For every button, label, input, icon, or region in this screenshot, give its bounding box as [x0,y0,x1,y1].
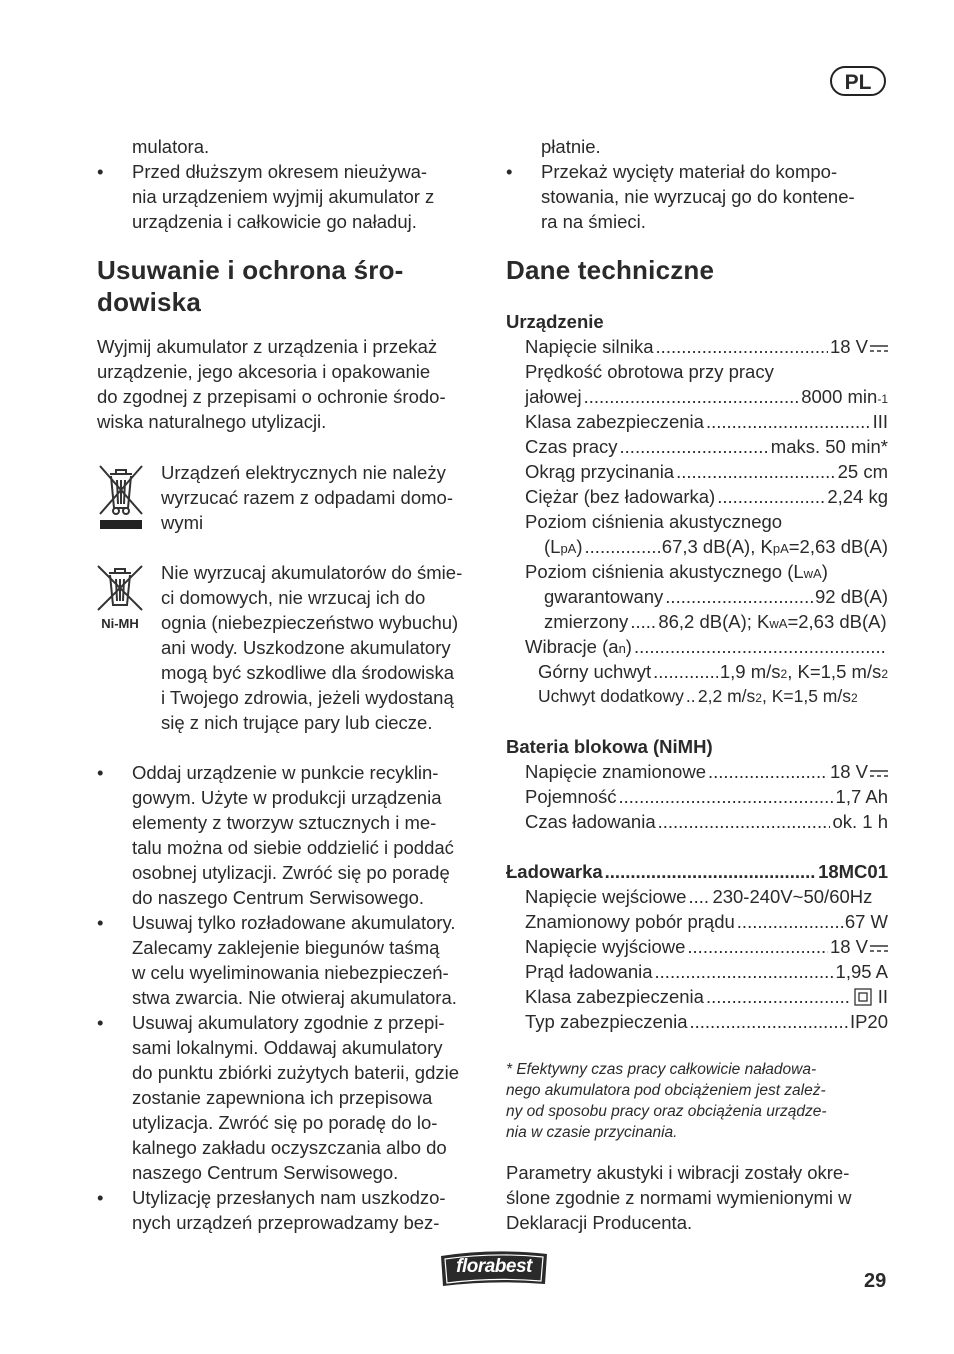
spec-value: 86,2 dB(A); K [658,611,770,632]
bullet-dot: • [97,1187,104,1208]
spec-label: Typ zabezpieczenia [525,1011,688,1032]
bullet-line: naszego Centrum Serwisowego. [132,1162,399,1183]
spec-value: IP20 [849,1011,888,1032]
para-line: do zgodnej z przepisami o ochronie środo- [97,386,446,407]
spec-row: Poziom ciśnienia akustycznego (L wA ) [525,561,828,582]
bullet-line: kalnego zakładu oczyszczania albo do [132,1137,447,1158]
bullet-line: Utylizację przesłanych nam uszkodzo- [132,1187,446,1208]
closing-line: ślone zgodnie z normami wymienionymi w [506,1187,852,1208]
spec-label: Klasa zabezpieczenia [525,986,704,1007]
spec-row [525,509,888,534]
bullet-line: w celu wyeliminowania niebezpieczeń- [132,962,449,983]
spec-value: 1,95 A [835,961,888,982]
nimh-line: ognia (niebezpieczeństwo wybuchu) [161,612,459,633]
footnote-line: * Efektywny czas pracy całkowicie naładowa- [506,1061,817,1078]
spec-row [525,584,888,609]
disposal-bullets [97,760,492,1235]
disposal-heading [97,254,487,318]
spec-row: (L pA ) ..... 67,3 dB(A), K pA =2,63 dB(A) [525,534,888,559]
spec-label: Napięcie wyjściowe [525,936,686,957]
disposal-paragraph [97,334,487,434]
footnote [506,1059,891,1143]
footnote-line: ny od sposobu pracy oraz obciążenia urządze- [506,1103,827,1120]
spec-label: Ciężar (bez ładowarka) [525,486,716,507]
bullet-line: stwa zwarcia. Nie otwieraj akumulatora. [132,987,457,1008]
bullet-line: urządzenia i całkowicie go naładuj. [132,211,417,232]
charger-title: Ładowarka [506,861,603,882]
spec-label: ) [821,561,828,582]
spec-label: Uchwyt dodatkowy [538,686,684,706]
bullet-line: gowym. Użyte w produkcji urządzenia [132,787,442,808]
spec-label: Prąd ładowania [525,961,653,982]
language-badge: PL [830,66,886,96]
spec-label: Napięcie wejściowe [525,886,687,907]
brand-name: florabest [456,1256,532,1277]
nimh-text [161,560,491,735]
spec-value: ok. 1 h [832,811,888,832]
weee-text [161,460,491,535]
bullet-line: osobnej utylizacji. Zwróć się po poradę [132,862,450,883]
continuation-line: mulatora. [132,136,210,157]
bullet-local-rules [97,1010,492,1185]
bullet-dot: • [97,1012,104,1033]
spec-label: zmierzony [544,611,629,632]
spec-value: 2,24 kg [827,486,888,507]
spec-row: jałowej ..... 8000 min -1 [525,384,888,409]
brand-logo [437,1246,551,1288]
spec-label: jałowej [525,386,582,407]
spec-label: ) [625,636,632,657]
dc-symbol-icon [870,343,888,353]
device-title: Urządzenie [506,311,604,332]
spec-row [525,909,888,934]
bullet-line: utylizacja. Zwróć się po poradę do lo- [132,1112,438,1133]
spec-row [525,359,888,384]
tech-data-heading: Dane techniczne [506,255,715,285]
spec-row [525,434,888,459]
spec-charger [506,859,888,1034]
bullet-line: zostanie zapewniona ich przepisowa [132,1087,433,1108]
spec-value: 18 V [829,936,868,957]
spec-value: maks. 50 min* [770,436,888,457]
bullet-line: nych urządzeń przeprowadzamy bez- [132,1212,440,1233]
spec-label: Czas ładowania [525,811,656,832]
spec-label: Prędkość obrotowa przy pracy [525,361,774,382]
closing-paragraph [506,1160,896,1235]
right-top [506,134,891,234]
spec-value: , K=1,5 m/s [761,686,851,706]
bullet-line: talu można od siebie oddzielić i poddać [132,837,454,858]
spec-label: Napięcie znamionowe [525,761,706,782]
nimh-line: i Twojego zdrowia, jeżeli wydostaną [161,687,454,708]
spec-value: =2,63 dB(A) [787,611,887,632]
spec-row [525,759,888,784]
bullet-line: Przed dłuższym okresem nieużywa- [132,161,428,182]
spec-value: 25 cm [837,461,888,482]
bullet-dot: • [97,912,104,933]
spec-row [525,459,888,484]
heading-line: Usuwanie i ochrona śro- [97,255,404,285]
para-line: wiska naturalnego utylizacji. [97,411,327,432]
spec-row [525,1009,888,1034]
spec-label: Okrąg przycinania [525,461,675,482]
nimh-line: się z nich trujące pary lub ciecze. [161,712,433,733]
spec-value: =2,63 dB(A) [788,536,888,557]
continuation-line: płatnie. [541,136,601,157]
spec-row [525,809,888,834]
bullet-line: Usuwaj akumulatory zgodnie z przepi- [132,1012,445,1033]
spec-value: 1,7 Ah [835,786,888,807]
closing-line: Deklaracji Producenta. [506,1212,693,1233]
bullet-line: stowania, nie wyrzucaj go do kontene- [541,186,855,207]
spec-value: 18 V [829,761,868,782]
bullet-compost [506,159,891,234]
spec-row [525,884,888,909]
spec-row [525,934,888,959]
bullet-line: Usuwaj tylko rozładowane akumulatory. [132,912,456,933]
spec-row [525,959,888,984]
nimh-line: ci domowych, nie wrzucaj ich do [161,587,426,608]
spec-label: Górny uchwyt [538,661,652,682]
spec-value: 1,9 m/s [719,661,781,682]
bullet-free-disposal [97,1185,492,1235]
spec-label: Napięcie silnika [525,336,654,357]
spec-value: 67 W [844,911,888,932]
spec-value: 18 V [829,336,868,357]
bullet-line: do naszego Centrum Serwisowego. [132,887,425,908]
para-line: Wyjmij akumulator z urządzenia i przekaż [97,336,438,357]
bullet-dot: • [97,161,104,182]
spec-row: Uchwyt dodatkowy ..... 2,2 m/s 2 , K=1,5 m/s 2 [525,684,888,709]
footnote-line: nego akumulatora pod obciążeniem jest zależ- [506,1082,826,1099]
spec-row: Górny uchwyt ..... 1,9 m/s 2 , K=1,5 m/s 2 [525,659,888,684]
bullet-dot: • [506,161,513,182]
nimh-label: Ni-MH [101,616,139,631]
spec-value: III [872,411,888,432]
page-number: 29 [864,1270,887,1292]
bullet-line: do punktu zbiórki zużytych baterii, gdzie [132,1062,460,1083]
heading-line: dowiska [97,287,201,317]
bullet-line: sami lokalnymi. Oddawaj akumulatory [132,1037,443,1058]
closing-line: Parametry akustyki i wibracji zostały okre- [506,1162,850,1183]
spec-label: gwarantowany [544,586,664,607]
spec-row [525,484,888,509]
spec-value: , K=1,5 m/s [787,661,882,682]
weee-line: Urządzeń elektrycznych nie należy [161,462,446,483]
spec-row [525,409,888,434]
spec-battery [506,734,888,834]
spec-value: II [877,986,888,1007]
spec-label: ) [576,536,583,557]
nimh-line: Nie wyrzucaj akumulatorów do śmie- [161,562,463,583]
bullet-line: nia urządzeniem wyjmij akumulator z [132,186,435,207]
charger-model: 18MC01 [818,861,888,882]
spec-value: 8000 min [801,386,878,407]
charger-title-row [506,859,888,884]
para-line: urządzenie, jego akcesoria i opakowanie [97,361,431,382]
spec-label: Czas pracy [525,436,618,457]
left-column [97,134,487,234]
bullet-line: ra na śmieci. [541,211,646,232]
spec-value: 230-240V~50/60Hz [712,886,873,907]
bullet-before-storage [97,159,487,234]
double-insulation-icon [854,988,872,1006]
dc-symbol-icon [870,943,888,953]
spec-label: Poziom ciśnienia akustycznego [525,511,783,532]
nimh-battery-bin-icon [94,563,146,631]
bullet-dot: • [97,762,104,783]
nimh-line: mogą być szkodliwe dla środowiska [161,662,455,683]
spec-label: (L [544,536,561,557]
bullet-line: Przekaż wycięty materiał do kompo- [541,161,838,182]
spec-label: Poziom ciśnienia akustycznego (L [525,561,804,582]
weee-line: wyrzucać razem z odpadami domo- [161,487,453,508]
spec-value: 2,2 m/s [697,686,756,706]
spec-label: Znamionowy pobór prądu [525,911,735,932]
spec-device [506,309,888,709]
bullet-line: Zalecamy zaklejenie biegunów taśmą [132,937,440,958]
spec-row: zmierzony ..... 86,2 dB(A); K wA =2,63 dB(A) [525,609,888,634]
spec-value: 92 dB(A) [814,586,888,607]
nimh-line: ani wody. Uszkodzone akumulatory [161,637,451,658]
bullet-line: elementy z tworzyw sztucznych i me- [132,812,437,833]
spec-row [525,784,888,809]
spec-label: Klasa zabezpieczenia [525,411,704,432]
bullet-discharged [97,910,492,1010]
battery-title: Bateria blokowa (NiMH) [506,736,713,757]
bullet-line: Oddaj urządzenie w punkcie recyklin- [132,762,439,783]
spec-label: Pojemność [525,786,617,807]
footnote-line: nia w czasie przycinania. [506,1124,678,1141]
crossed-bin-icon [96,462,146,532]
spec-row: Wibracje (a n ) ..... [525,634,888,659]
bullet-recycling [97,760,492,910]
spec-row [525,984,888,1009]
spec-row [525,334,888,359]
spec-value: 67,3 dB(A), K [661,536,773,557]
spec-label: Wibracje (a [525,636,619,657]
dc-symbol-icon [870,768,888,778]
weee-line: wymi [161,512,204,533]
